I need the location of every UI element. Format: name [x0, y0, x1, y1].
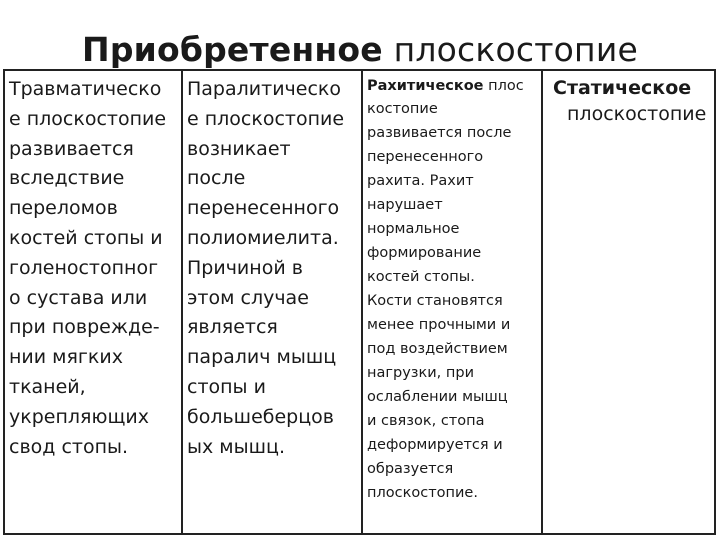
text-line: костей стопы и [9, 226, 163, 249]
text-line: нормальное [367, 221, 460, 237]
text-line: перенесенного [187, 197, 340, 220]
title-normal-word: плоскостопие [393, 30, 638, 69]
text-line: и связок, стопа [367, 413, 485, 429]
text-line: большеберцов [187, 405, 334, 428]
text-line: переломов [9, 197, 118, 220]
column-rachitic-heading-rest: плос [483, 78, 524, 94]
text-line: является [187, 316, 278, 339]
text-line: костопие [367, 101, 438, 117]
text-line: Травматическо [9, 78, 162, 100]
text-line: костей стопы. [367, 269, 475, 285]
text-line: е плоскостопие [187, 107, 345, 130]
text-line: голеностопног [9, 256, 159, 279]
text-line: возникает [187, 137, 291, 160]
text-line: под воздействием [367, 341, 508, 357]
text-line: нарушает [367, 197, 443, 213]
title-bold-word: Приобретенное [82, 30, 383, 69]
column-rachitic-heading [367, 75, 541, 97]
text-line: плоскостопие [567, 103, 707, 125]
text-line: нагрузки, при [367, 365, 474, 381]
text-line: этом случае [187, 286, 309, 309]
text-line: развивается после [367, 125, 512, 141]
text-line: паралич мышц [187, 346, 337, 369]
column-rachitic-text [367, 97, 541, 505]
text-line: о сустава или [9, 286, 148, 309]
column-rachitic-heading-bold: Рахитическое [367, 78, 484, 94]
column-traumatic [5, 71, 183, 533]
text-line: при поврежде- [9, 316, 160, 339]
text-line: ых мышц. [187, 435, 285, 458]
text-line: деформируется и [367, 437, 503, 453]
comparison-table [3, 69, 716, 535]
column-paralytic [183, 71, 363, 533]
text-line: е плоскостопие [9, 107, 167, 130]
text-line: менее прочными и [367, 317, 511, 333]
text-line: Кости становятся [367, 293, 503, 309]
page-title [0, 30, 720, 70]
column-traumatic-text [9, 75, 181, 462]
column-rachitic [363, 71, 543, 533]
text-line: свод стопы. [9, 435, 129, 458]
column-paralytic-text [187, 75, 361, 462]
text-line: формирование [367, 245, 482, 261]
text-line: Причиной в [187, 256, 303, 279]
text-line: ослаблении мышц [367, 389, 508, 405]
text-line: вследствие [9, 167, 125, 190]
text-line: развивается [9, 137, 134, 160]
column-static-text [547, 101, 716, 127]
text-line: стопы и [187, 375, 266, 398]
column-static [543, 71, 716, 533]
text-line: Паралитическо [187, 78, 342, 100]
text-line: перенесенного [367, 149, 484, 165]
text-line: образуется [367, 461, 454, 477]
text-line: плоскостопие. [367, 485, 478, 501]
text-line: укрепляющих [9, 405, 149, 428]
text-line: после [187, 167, 246, 190]
text-line: тканей, [9, 375, 86, 398]
text-line: рахита. Рахит [367, 173, 474, 189]
text-line: полиомиелита. [187, 226, 339, 249]
text-line: нии мягких [9, 346, 123, 369]
column-static-heading: Статическое [553, 77, 692, 99]
